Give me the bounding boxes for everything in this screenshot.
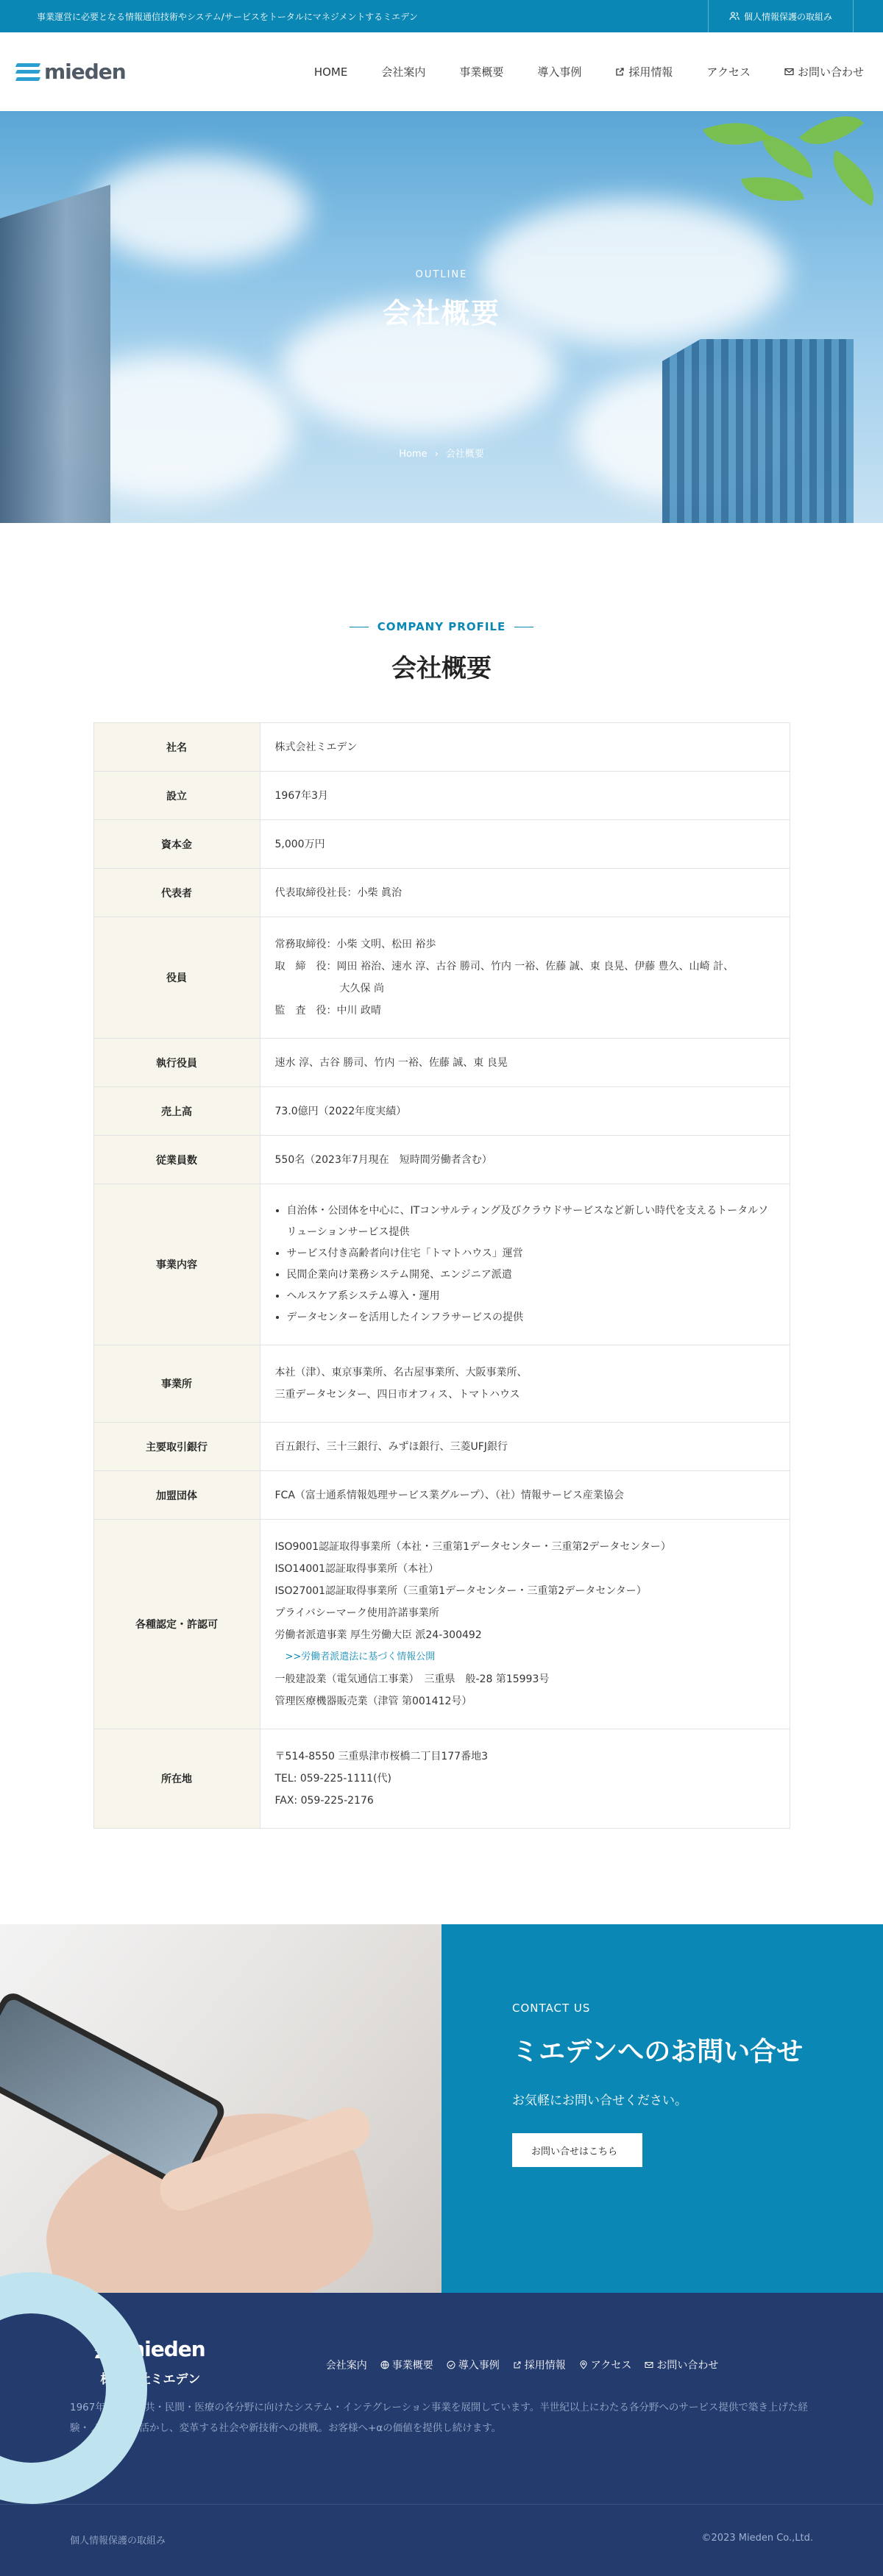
nav-company[interactable]: 会社案内 — [381, 65, 426, 79]
globe-icon — [380, 2360, 389, 2369]
contact-box — [442, 1924, 883, 2293]
company-profile-section — [0, 523, 883, 1829]
mail-icon — [645, 2360, 653, 2369]
table-row — [93, 820, 790, 869]
dispatch-info-link[interactable]: >>労働者派遣法に基づく情報公開 — [285, 1651, 436, 1662]
breadcrumb-current: 会社概要 — [445, 449, 484, 460]
contact-section — [0, 1924, 883, 2293]
nav-recruit-label: 採用情報 — [628, 65, 673, 79]
row-value: 代表取締役社長：小柴 眞治 — [260, 869, 790, 917]
hero-title: 会社概要 — [382, 297, 500, 330]
table-row — [93, 1471, 790, 1520]
nav-home[interactable]: HOME — [313, 65, 348, 79]
footer-nav-access[interactable]: アクセス — [579, 2343, 632, 2387]
hero-banner — [0, 111, 883, 523]
row-label: 所在地 — [93, 1729, 260, 1829]
row-label: 売上高 — [93, 1087, 260, 1136]
row-label: 執行役員 — [93, 1039, 260, 1087]
section-label: COMPANY PROFILE — [0, 620, 883, 633]
row-label: 事業所 — [93, 1345, 260, 1423]
footer-company-name: 株式会社ミエデン — [100, 2372, 201, 2387]
nav-contact-label: お問い合わせ — [797, 65, 864, 79]
leaves-image — [677, 111, 883, 214]
breadcrumb-separator: › — [434, 449, 439, 460]
copyright: ©2023 Mieden Co.,Ltd. — [701, 2533, 813, 2544]
contact-button[interactable] — [512, 2133, 642, 2167]
footer-nav-cases[interactable]: 導入事例 — [447, 2343, 500, 2387]
table-row — [93, 869, 790, 917]
nav-recruit[interactable] — [615, 64, 673, 79]
topbar-tagline: 事業運営に必要となる情報通信技術やシステム/サービスをトータルにマネジメントするミエデン — [37, 11, 418, 22]
row-label: 社名 — [93, 723, 260, 772]
nav-access[interactable]: アクセス — [706, 65, 751, 79]
row-value: 〒514-8550 三重県津市桜橋二丁目177番地3 TEL: 059-225-1111(代) FAX: 059-225-2176 — [260, 1729, 790, 1829]
row-value: 1967年3月 — [260, 772, 790, 820]
footer-privacy-link[interactable]: 個人情報保護の取組み — [70, 2536, 166, 2547]
nav-cases[interactable]: 導入事例 — [537, 65, 582, 79]
people-icon — [729, 11, 740, 21]
table-row — [93, 1184, 790, 1345]
privacy-link-label: 個人情報保護の取組み — [743, 11, 832, 22]
contact-button-label: お問い合せはこちら — [531, 2146, 618, 2157]
nav-business[interactable]: 事業概要 — [459, 65, 504, 79]
section-title: 会社概要 — [391, 654, 492, 683]
row-label: 設立 — [93, 772, 260, 820]
footer-nav — [323, 2337, 719, 2387]
site-logo[interactable] — [16, 60, 126, 84]
table-row — [93, 917, 790, 1039]
footer-nav-recruit[interactable]: 採用情報 — [513, 2343, 566, 2387]
list-item: • サービス付き高齢者向け住宅「トマトハウス」運営 — [287, 1243, 775, 1264]
mail-icon — [784, 67, 794, 77]
breadcrumb-home[interactable]: Home — [399, 449, 428, 460]
footer-nav-company[interactable]: 会社案内 — [325, 2360, 367, 2372]
row-label: 従業員数 — [93, 1136, 260, 1184]
site-header — [0, 32, 883, 111]
row-label: 主要取引銀行 — [93, 1423, 260, 1471]
row-label: 代表者 — [93, 869, 260, 917]
table-row — [93, 1423, 790, 1471]
row-value — [260, 1184, 790, 1345]
row-value: 73.0億円（2022年度実績） — [260, 1087, 790, 1136]
list-item: • 自治体・公団体を中心に、ITコンサルティング及びクラウドサービスなど新しい時代を支えるトータルソリューションサービス提供 — [287, 1200, 775, 1243]
row-label: 役員 — [93, 917, 260, 1039]
row-value: 株式会社ミエデン — [260, 723, 790, 772]
table-row — [93, 723, 790, 772]
table-row — [93, 1520, 790, 1729]
privacy-link[interactable] — [708, 0, 854, 32]
table-row — [93, 772, 790, 820]
row-value: 5,000万円 — [260, 820, 790, 869]
row-value: 本社（津）、東京事業所、名古屋事業所、大阪事業所、 三重データセンター、四日市オフィス、トマトハウス — [260, 1345, 790, 1423]
row-value: 550名（2023年7月現在 短時間労働者含む） — [260, 1136, 790, 1184]
table-row — [93, 1345, 790, 1423]
footer-description: 1967年創業、公共・民間・医療の各分野に向けたシステム・インテグレーション事業を展開しています。半世紀以上にわたる各分野へのサービス提供で築き上げた経験・ノウハウを活かし、変革する社会や新技術への挑戦。お客様へ+αの価値を提供し続けます。 — [70, 2402, 808, 2434]
row-label: 加盟団体 — [93, 1471, 260, 1520]
logo-stripes-icon — [16, 63, 40, 81]
list-item: • データセンターを活用したインフラサービスの提供 — [287, 1307, 775, 1328]
hero-subtitle: OUTLINE — [415, 269, 468, 280]
smartphone-hand-image — [0, 1924, 442, 2293]
row-value: FCA（富士通系情報処理サービス業グループ）、（社）情報サービス産業協会 — [260, 1471, 790, 1520]
row-label: 各種認定・許認可 — [93, 1520, 260, 1729]
contact-subtitle: CONTACT US — [512, 2002, 591, 2015]
check-circle-icon — [447, 2360, 455, 2369]
main-nav — [314, 64, 864, 79]
external-link-icon — [615, 67, 625, 77]
breadcrumb — [0, 446, 883, 460]
top-bar — [0, 0, 883, 32]
company-profile-table — [93, 722, 790, 1829]
external-link-icon — [513, 2360, 522, 2369]
business-list — [275, 1200, 775, 1328]
row-value: 常務取締役：小柴 文明、松田 裕歩 取 締 役：岡田 裕治、速水 淳、古谷 勝司、竹内 一裕、佐藤 誠、東 良晃、伊藤 豊久、山崎 計、 大久保 尚 監 査 役：中川 政晴 — [260, 917, 790, 1039]
footer-nav-contact[interactable]: お問い合わせ — [645, 2343, 718, 2387]
contact-text: お気軽にお問い合せください。 — [512, 2093, 687, 2108]
footer-nav-business[interactable]: 事業概要 — [380, 2343, 433, 2387]
building-left-image — [0, 185, 110, 523]
footer-logo-text: mieden — [124, 2337, 205, 2361]
contact-title: ミエデンへのお問い合せ — [512, 2037, 804, 2067]
table-row — [93, 1087, 790, 1136]
table-row — [93, 1136, 790, 1184]
row-value: 速水 淳、古谷 勝司、竹内 一裕、佐藤 誠、東 良晃 — [260, 1039, 790, 1087]
row-label: 資本金 — [93, 820, 260, 869]
table-row — [93, 1039, 790, 1087]
row-value: ISO9001認証取得事業所（本社・三重第1データセンター・三重第2データセンター） ISO14001認証取得事業所（本社） ISO27001認証取得事業所（三重第1データセンター・三重第2データセンター） プライバシーマーク使用許諾事業所 労働者派遣事業 厚生労働大臣 派24-300492 >>労働者派遣法に基づく情報公開 一般建設業（電気通信工事業） 三重県 般-28 第15993号 管理医療機器販売業（津管 第001412号） — [260, 1520, 790, 1729]
row-label: 事業内容 — [93, 1184, 260, 1345]
building-right-image — [662, 339, 854, 523]
footer-bottom-bar — [0, 2504, 883, 2547]
map-pin-icon — [579, 2360, 588, 2369]
nav-contact[interactable] — [784, 64, 864, 79]
logo-text: mieden — [44, 60, 126, 84]
list-item: • 民間企業向け業務システム開発、エンジニア派遣 — [287, 1264, 775, 1286]
list-item: • ヘルスケア系システム導入・運用 — [287, 1286, 775, 1307]
row-value: 百五銀行、三十三銀行、みずほ銀行、三菱UFJ銀行 — [260, 1423, 790, 1471]
table-row — [93, 1729, 790, 1829]
